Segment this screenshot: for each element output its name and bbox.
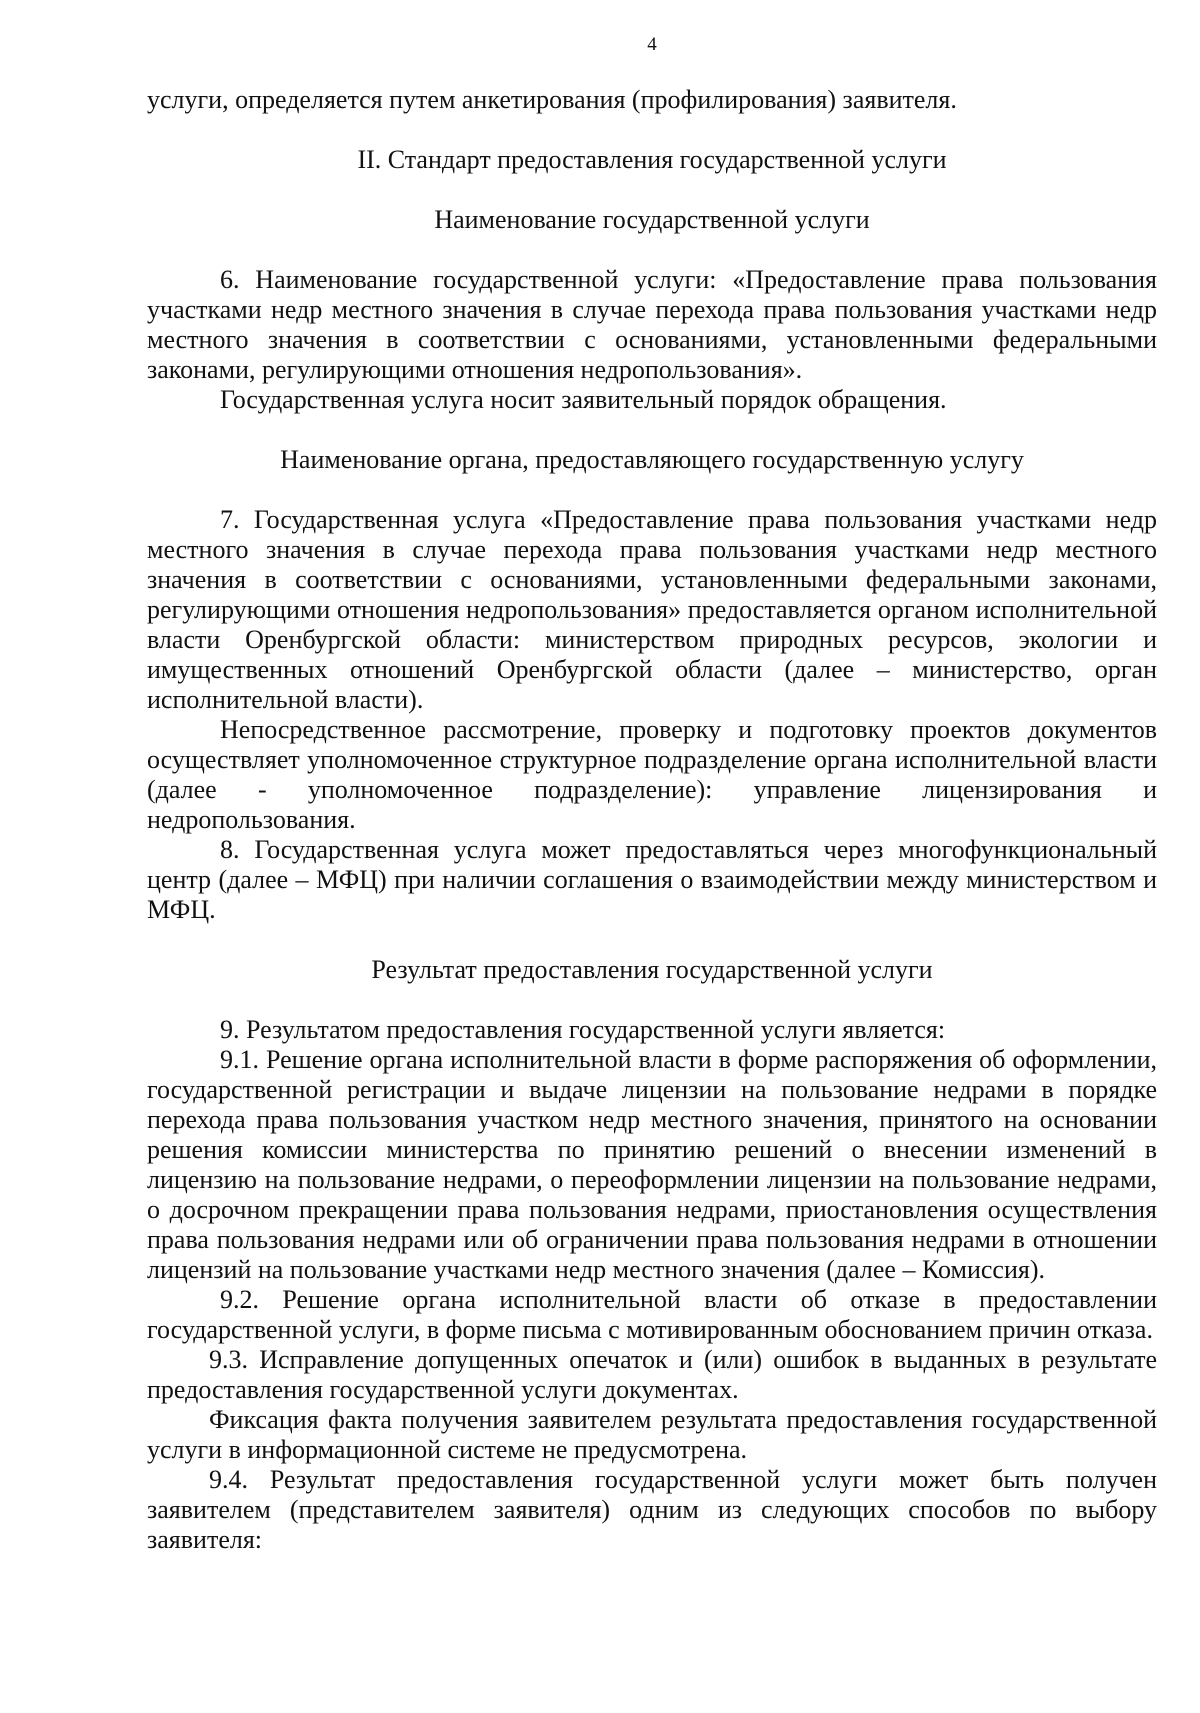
spacer [147,475,1157,505]
paragraph-7-direct: Непосредственное рассмотрение, проверку и подготовку проектов документов осуществляет уполномоченное структурное подразделение органа исполнительной власти (далее - уполномоченное подразделение): управление лицензирования и недропользования. [147,715,1157,834]
heading-organ: Наименование органа, предоставляющего государственную услугу [280,445,1024,474]
paragraph-8: 8. Государственная услуга может предоставляться через многофункциональный центр (далее – МФЦ) при наличии соглашения о взаимодействии между министерством и МФЦ. [147,835,1157,924]
paragraph-9-4: 9.4. Результат предоставления государственной услуги может быть получен заявителем (представителем заявителя) одним из следующих способов по выбору заявителя: [147,1465,1157,1554]
spacer [147,925,1157,955]
paragraph-9: 9. Результатом предоставления государственной услуги является: [220,1015,946,1044]
spacer [147,985,1157,1015]
paragraph-9-2: 9.2. Решение органа исполнительной власти об отказе в предоставлении государственной услуги, в форме письма с мотивированным обоснованием причин отказа. [147,1285,1157,1344]
paragraph-9-3-fix: Фиксация факта получения заявителем результата предоставления государственной услуги в информационной системе не предусмотрена. [147,1405,1157,1464]
spacer [147,415,1157,445]
paragraph-6: 6. Наименование государственной услуги: «Предоставление права пользования участками недр местного значения в случае перехода права пользования участками недр местного значения в соответствии с основаниями, установленными федеральными законами, регулирующими отношения недропользования». [147,265,1157,384]
document-page [147,30,1157,1555]
heading-service-name: Наименование государственной услуги [434,205,870,234]
paragraph-7: 7. Государственная услуга «Предоставление права пользования участками недр местного значения в случае перехода права пользования участками недр местного значения в соответствии с основаниями, установленными федеральными законами, регулирующими отношения недропользования» предоставляется органом исполнительной власти Оренбургской области: министерством природных ресурсов, экологии и имущественных отношений Оренбургской области (далее – министерство, орган исполнительной власти). [147,505,1157,714]
spacer [147,175,1157,205]
paragraph-9-3: 9.3. Исправление допущенных опечаток и (или) ошибок в выданных в результате предоставления государственной услуги документах. [147,1345,1157,1404]
page-number: 4 [647,34,657,55]
heading-result: Результат предоставления государственной услуги [371,955,933,984]
paragraph-6-order: Государственная услуга носит заявительный порядок обращения. [220,385,947,414]
spacer [147,115,1157,145]
section-title: II. Стандарт предоставления государственной услуги [357,145,947,174]
paragraph-intro: услуги, определяется путем анкетирования (профилирования) заявителя. [147,85,957,114]
paragraph-9-1: 9.1. Решение органа исполнительной власти в форме распоряжения об оформлении, государственной регистрации и выдаче лицензии на пользование недрами в порядке перехода права пользования участком недр местного значения, принятого на основании решения комиссии министерства по принятию решений о внесении изменений в лицензию на пользование недрами, о переоформлении лицензии на пользование недрами, о досрочном прекращении права пользования недрами, приостановления осуществления права пользования недрами или об ограничении права пользования недрами в отношении лицензий на пользование участками недр местного значения (далее – Комиссия). [147,1045,1157,1284]
spacer [147,235,1157,265]
